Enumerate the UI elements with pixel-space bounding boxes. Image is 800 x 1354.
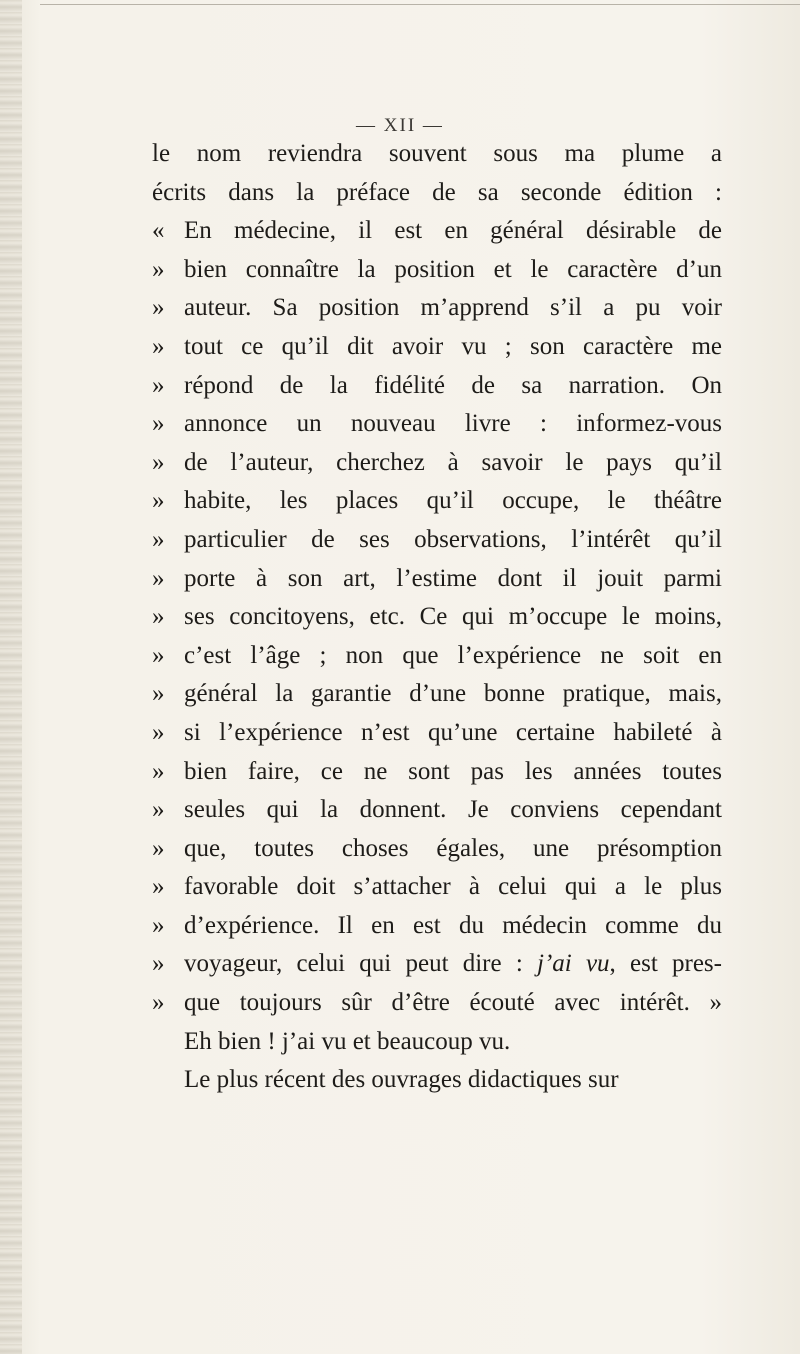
line-text: auteur. Sa position m’apprend s’il a pu voir bbox=[184, 294, 722, 322]
quote-mark: » bbox=[152, 525, 165, 553]
text-line bbox=[152, 444, 722, 483]
text-line bbox=[152, 251, 722, 290]
text-line bbox=[152, 753, 722, 792]
line-text: bien connaître la position et le caractère d’un bbox=[184, 255, 722, 283]
line-text: que, toutes choses égales, une présomption bbox=[184, 834, 722, 862]
quote-mark: » bbox=[152, 757, 165, 785]
text-line bbox=[152, 289, 722, 328]
quote-mark: » bbox=[152, 487, 165, 515]
line-text: c’est l’âge ; non que l’expérience ne soit en bbox=[184, 641, 722, 669]
quote-mark: » bbox=[152, 718, 165, 746]
text-line bbox=[152, 598, 722, 637]
line-text: tout ce qu’il dit avoir vu ; son caractère me bbox=[184, 332, 722, 360]
line-text: ses concitoyens, etc. Ce qui m’occupe le moins, bbox=[184, 603, 722, 631]
page-binding-edge bbox=[0, 0, 22, 1354]
quote-mark: » bbox=[152, 950, 165, 978]
line-text-before: voyageur, celui qui peut dire : bbox=[184, 950, 537, 978]
line-text: d’expérience. Il en est du médecin comme du bbox=[184, 911, 722, 939]
quote-mark: » bbox=[152, 371, 165, 399]
text-line bbox=[152, 212, 722, 251]
text-line bbox=[152, 868, 722, 907]
text-line bbox=[152, 135, 722, 174]
text-line bbox=[152, 482, 722, 521]
line-text: habite, les places qu’il occupe, le théâtre bbox=[184, 487, 722, 515]
quote-mark: » bbox=[152, 294, 165, 322]
text-line bbox=[152, 675, 722, 714]
line-text: seules qui la donnent. Je conviens cependant bbox=[184, 796, 722, 824]
text-line bbox=[152, 830, 722, 869]
running-head: — XII — bbox=[356, 115, 444, 136]
page-top-edge bbox=[40, 4, 800, 5]
text-line bbox=[152, 367, 722, 406]
quote-mark: » bbox=[152, 796, 165, 824]
line-text: écrits dans la préface de sa seconde édition : bbox=[152, 178, 722, 206]
line-text: annonce un nouveau livre : informez-vous bbox=[184, 410, 722, 438]
line-text: Eh bien ! j’ai vu et beaucoup vu. bbox=[184, 1027, 511, 1055]
text-line bbox=[152, 560, 722, 599]
quote-mark: » bbox=[152, 255, 165, 283]
line-text bbox=[184, 945, 722, 984]
line-indent bbox=[152, 1061, 184, 1100]
line-text: particulier de ses observations, l’intérêt qu’il bbox=[184, 525, 722, 553]
quote-mark: » bbox=[152, 989, 165, 1017]
quote-mark: » bbox=[152, 448, 165, 476]
body-text bbox=[152, 135, 722, 1100]
text-line bbox=[152, 1061, 722, 1100]
quote-mark: » bbox=[152, 641, 165, 669]
quote-mark: » bbox=[152, 680, 165, 708]
quote-mark: » bbox=[152, 911, 165, 939]
line-text: de l’auteur, cherchez à savoir le pays qu’il bbox=[184, 448, 722, 476]
quote-mark: « bbox=[152, 217, 165, 245]
line-text: général la garantie d’une bonne pratique, mais, bbox=[184, 680, 722, 708]
text-line bbox=[152, 637, 722, 676]
text-line bbox=[152, 907, 722, 946]
quote-mark: » bbox=[152, 603, 165, 631]
line-text: favorable doit s’attacher à celui qui a le plus bbox=[184, 873, 722, 901]
quote-mark: » bbox=[152, 873, 165, 901]
quote-mark: » bbox=[152, 834, 165, 862]
text-line bbox=[152, 945, 722, 984]
line-text: porte à son art, l’estime dont il jouit parmi bbox=[184, 564, 722, 592]
quote-mark: » bbox=[152, 410, 165, 438]
line-text: que toujours sûr d’être écouté avec intérêt. » bbox=[184, 989, 722, 1017]
line-indent bbox=[152, 1023, 184, 1062]
quote-mark: » bbox=[152, 332, 165, 360]
line-text: En médecine, il est en général désirable de bbox=[184, 217, 722, 245]
text-line bbox=[152, 984, 722, 1023]
line-text: bien faire, ce ne sont pas les années toutes bbox=[184, 757, 722, 785]
line-text: répond de la fidélité de sa narration. On bbox=[184, 371, 722, 399]
text-line bbox=[152, 791, 722, 830]
line-text: le nom reviendra souvent sous ma plume a bbox=[152, 140, 722, 167]
text-line bbox=[152, 328, 722, 367]
text-line bbox=[152, 1023, 722, 1062]
line-text: si l’expérience n’est qu’une certaine habileté à bbox=[184, 718, 722, 746]
quote-mark: » bbox=[152, 564, 165, 592]
line-text: Le plus récent des ouvrages didactiques sur bbox=[184, 1066, 619, 1094]
text-line bbox=[152, 521, 722, 560]
text-line bbox=[152, 405, 722, 444]
line-text-after: , est pres- bbox=[609, 950, 722, 978]
text-line bbox=[152, 714, 722, 753]
italic-phrase: j’ai vu bbox=[537, 950, 610, 978]
text-line bbox=[152, 174, 722, 213]
